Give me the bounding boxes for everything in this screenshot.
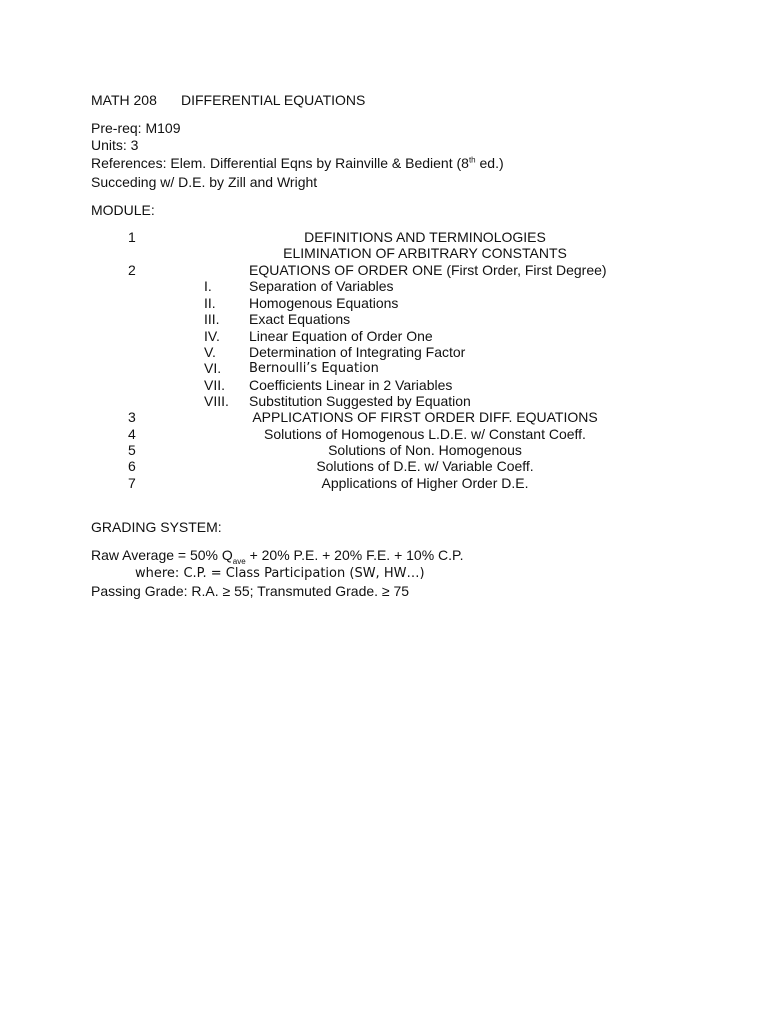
topic-item: Homogenous Equations [249,295,399,311]
topic-item: Determination of Integrating Factor [249,344,466,360]
where-note: where: C.P. = Class Participation (SW, HW…) [135,566,425,581]
module-subtitle: ELIMINATION OF ARBITRARY CONSTANTS [283,245,567,261]
topic-numeral: V. [204,344,216,360]
module-number: 4 [128,426,136,442]
module-number: 5 [128,442,136,458]
course-title: DIFFERENTIAL EQUATIONS [181,92,366,108]
passing-grade: Passing Grade: R.A. ≥ 55; Transmuted Grade. ≥ 75 [91,583,410,599]
topic-item: Coefficients Linear in 2 Variables [249,377,453,393]
topic-numeral: VI. [204,360,222,376]
topic-numeral: VIII. [204,393,229,409]
topic-item: Bernoulli’s Equation [249,361,379,376]
module-title: Applications of Higher Order D.E. [321,475,529,491]
topic-numeral: II. [204,295,216,311]
course-code: MATH 208 [91,92,157,108]
grading-heading: GRADING SYSTEM: [91,519,222,535]
succeeding-line: Succeding w/ D.E. by Zill and Wright [91,174,318,190]
module-number: 3 [128,409,136,425]
topic-numeral: I. [204,278,212,294]
module-title: APPLICATIONS OF FIRST ORDER DIFF. EQUATIONS [252,409,598,425]
units-line: Units: 3 [91,137,139,153]
prereq-line: Pre-req: M109 [91,120,181,136]
module-number: 7 [128,475,136,491]
references-line: References: Elem. Differential Eqns by Rainville & Bedient (8th ed.) [91,155,504,171]
module-title: Solutions of Non. Homogenous [328,442,522,458]
topic-numeral: VII. [204,377,226,393]
module-number: 1 [128,229,136,245]
module-number: 6 [128,458,136,474]
module-title: Solutions of D.E. w/ Variable Coeff. [316,458,534,474]
module-title: EQUATIONS OF ORDER ONE (First Order, First Degree) [249,262,607,278]
topic-item: Substitution Suggested by Equation [249,393,471,409]
topic-item: Separation of Variables [249,278,394,294]
topic-item: Exact Equations [249,311,351,327]
module-title: DEFINITIONS AND TERMINOLOGIES [304,229,546,245]
module-number: 2 [128,262,136,278]
topic-numeral: III. [204,311,220,327]
raw-average-formula: Raw Average = 50% $Q_{ave} + 20\%$ P.E. + 20% F.E. + 10% C.P. [91,547,464,566]
topic-numeral: IV. [204,328,220,344]
module-title: Solutions of Homogenous L.D.E. w/ Constant Coeff. [264,426,586,442]
topic-item: Linear Equation of Order One [249,328,433,344]
module-heading: MODULE: [91,202,155,218]
